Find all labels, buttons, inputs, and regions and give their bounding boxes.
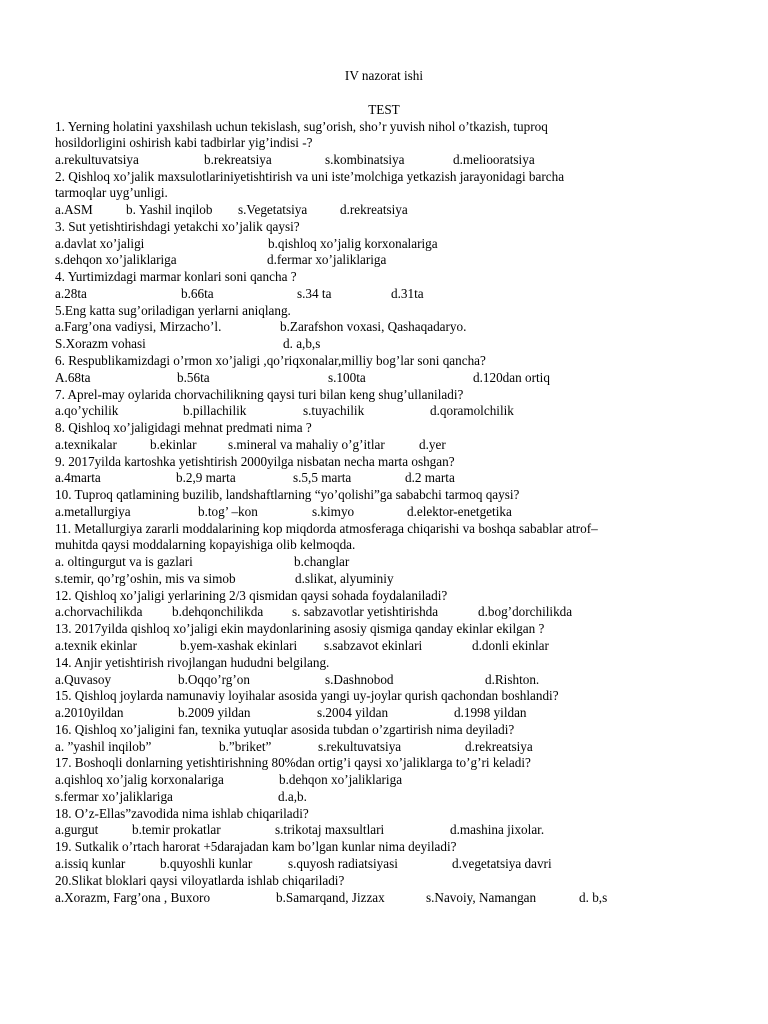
option-a: a.rekultuvatsiya <box>55 152 139 167</box>
option-d: d.2 marta <box>405 470 455 485</box>
option-b: b.Zarafshon voxasi, Qashaqadaryo. <box>280 319 467 334</box>
option-s: s.tuyachilik <box>303 403 365 418</box>
option-s: s.rekultuvatsiya <box>318 739 402 754</box>
option-a: a.4marta <box>55 470 101 485</box>
option-a: A.68ta <box>55 370 91 385</box>
option-b: b.qishloq xo’jalig korxonalariga <box>268 236 438 251</box>
question-12-text: 12. Qishloq xo’jaligi yerlarining 2/3 qismidan qaysi sohada foydalaniladi? <box>55 588 448 603</box>
option-a: a.texnikalar <box>55 437 117 452</box>
option-d: d.slikat, alyuminiy <box>295 571 394 586</box>
option-d: d.qoramolchilik <box>430 403 514 418</box>
option-d: d.31ta <box>391 286 424 301</box>
option-d: d.elektor-enetgetika <box>407 504 512 519</box>
option-b: b.dehqonchilikda <box>172 604 264 619</box>
option-b: b.66ta <box>181 286 214 301</box>
option-a: a.issiq kunlar <box>55 856 126 871</box>
question-13-text: 13. 2017yilda qishloq xo’jaligi ekin maydonlarining asosiy qismiga qanday ekinlar ekilgan ? <box>55 621 545 636</box>
option-b: b.rekreatsiya <box>204 152 272 167</box>
option-a: a.texnik ekinlar <box>55 638 138 653</box>
option-d: d.120dan ortiq <box>473 370 550 385</box>
question-8-text: 8. Qishloq xo’jaligidagi mehnat predmati nima ? <box>55 420 312 435</box>
option-s: s.Navoiy, Namangan <box>426 890 537 905</box>
question-10-text: 10. Tuproq qatlamining buzilib, landshaftlarning “yo’qolishi”ga sababchi tarmoq qaysi? <box>55 487 520 502</box>
option-d: d.mashina jixolar. <box>450 822 545 837</box>
option-b: b.”briket” <box>219 739 272 754</box>
option-d: d.fermar xo’jaliklariga <box>267 252 387 267</box>
option-b: b.Oqqo’rg’on <box>178 672 250 687</box>
option-s: s.sabzavot ekinlari <box>324 638 423 653</box>
option-b: b.2,9 marta <box>176 470 236 485</box>
question-2-text-line-2: tarmoqlar uyg’unligi. <box>55 185 168 200</box>
option-s: s.fermar xo’jaliklariga <box>55 789 173 804</box>
option-b: b.temir prokatlar <box>132 822 221 837</box>
option-b: b.yem-xashak ekinlari <box>180 638 298 653</box>
option-s: s.quyosh radiatsiyasi <box>288 856 398 871</box>
option-b: b.ekinlar <box>150 437 197 452</box>
question-20-text: 20.Slikat bloklari qaysi viloyatlarda ishlab chiqariladi? <box>55 873 345 888</box>
option-d: d.bog’dorchilikda <box>478 604 573 619</box>
option-s: s.trikotaj maxsultlari <box>275 822 385 837</box>
option-b: b.quyoshli kunlar <box>160 856 253 871</box>
question-15-text: 15. Qishloq joylarda namunaviy loyihalar asosida yangi uy-joylar qurish qachondan boshlandi? <box>55 688 559 703</box>
option-s: s.mineral va mahaliy o’g’itlar <box>228 437 385 452</box>
question-11-text-line-1: 11. Metallurgiya zararli moddalarining kop miqdorda atmosferaga chiqarishi va boshqa sabablar atrof– <box>55 521 598 536</box>
question-1-text-line-2: hosildorligini oshirish kabi tadbirlar yig’indisi -? <box>55 135 313 150</box>
option-d: d.rekreatsiya <box>465 739 533 754</box>
option-a: a.Quvasoy <box>55 672 112 687</box>
option-s: S.Xorazm vohasi <box>55 336 146 351</box>
document-subtitle: TEST <box>368 102 400 117</box>
option-b: b.changlar <box>294 554 350 569</box>
question-17-text: 17. Boshoqli donlarning yetishtirishning 80%dan ortig’i qaysi xo’jaliklarga to’g’ri keladi? <box>55 755 531 770</box>
question-3-text: 3. Sut yetishtirishdagi yetakchi xo’jalik qaysi? <box>55 219 300 234</box>
option-b: b.dehqon xo’jaliklariga <box>279 772 403 787</box>
question-14-text: 14. Anjir yetishtirish rivojlangan hududni belgilang. <box>55 655 330 670</box>
option-s: s. sabzavotlar yetishtirishda <box>292 604 439 619</box>
option-a: a.2010yildan <box>55 705 124 720</box>
question-7-text: 7. Aprel-may oylarida chorvachilikning qaysi turi bilan keng shug’ullaniladi? <box>55 387 464 402</box>
option-d: d.yer <box>419 437 446 452</box>
option-s: s.5,5 marta <box>293 470 352 485</box>
option-d: d.rekreatsiya <box>340 202 408 217</box>
option-s: s.Dashnobod <box>325 672 394 687</box>
option-a: a. ”yashil inqilob” <box>55 739 152 754</box>
option-a: a.metallurgiya <box>55 504 131 519</box>
option-d: d.meliooratsiya <box>453 152 535 167</box>
option-s: s.temir, qo’rg’oshin, mis va simob <box>55 571 236 586</box>
option-a: a.ASM <box>55 202 93 217</box>
option-b: b.pillachilik <box>183 403 247 418</box>
option-d: d.Rishton. <box>485 672 540 687</box>
option-s: s.kimyo <box>312 504 355 519</box>
question-6-text: 6. Respublikamizdagi o’rmon xo’jaligi ,qo’riqxonalar,milliy bog’lar soni qancha? <box>55 353 486 368</box>
question-4-text: 4. Yurtimizdagi marmar konlari soni qancha ? <box>55 269 297 284</box>
question-19-text: 19. Sutkalik o’rtach harorat +5darajadan kam bo’lgan kunlar nima deyiladi? <box>55 839 457 854</box>
option-d: d.vegetatsiya davri <box>452 856 552 871</box>
option-a: a.chorvachilikda <box>55 604 143 619</box>
option-b: b.Samarqand, Jizzax <box>276 890 385 905</box>
option-b: b.2009 yildan <box>178 705 251 720</box>
option-s: s.kombinatsiya <box>325 152 405 167</box>
document-title: IV nazorat ishi <box>344 68 424 83</box>
option-s: s.Vegetatsiya <box>238 202 308 217</box>
option-d: d.a,b. <box>278 789 307 804</box>
question-18-text: 18. O’z-Ellas”zavodida nima ishlab chiqariladi? <box>55 806 309 821</box>
option-b: b.tog’ –kon <box>198 504 258 519</box>
question-11-text-line-2: muhitda qaysi moddalarning kopayishiga olib kelmoqda. <box>55 537 356 552</box>
option-d: d.1998 yildan <box>454 705 527 720</box>
option-a: a.gurgut <box>55 822 99 837</box>
option-b: b. Yashil inqilob <box>126 202 213 217</box>
question-1-text-line-1: 1. Yerning holatini yaxshilash uchun tekislash, sug’orish, sho’r yuvish nihol o’tkazish, tuproq <box>55 119 548 134</box>
option-a: a.28ta <box>55 286 87 301</box>
question-16-text: 16. Qishloq xo’jaligini fan, texnika yutuqlar asosida tubdan o’zgartirish nima deyiladi? <box>55 722 515 737</box>
option-d: d. b,s <box>579 890 608 905</box>
option-a: a.Xorazm, Farg’ona , Buxoro <box>55 890 211 905</box>
option-s: s.dehqon xo’jaliklariga <box>55 252 177 267</box>
option-s: s.100ta <box>328 370 366 385</box>
option-d: d. a,b,s <box>283 336 321 351</box>
option-a: a.davlat xo’jaligi <box>55 236 145 251</box>
option-a: a.qishloq xo’jalig korxonalariga <box>55 772 224 787</box>
option-s: s.2004 yildan <box>317 705 389 720</box>
question-5-text: 5.Eng katta sug’oriladigan yerlarni aniqlang. <box>55 303 291 318</box>
option-d: d.donli ekinlar <box>472 638 549 653</box>
option-a: a.qo’ychilik <box>55 403 119 418</box>
option-b: b.56ta <box>177 370 210 385</box>
option-s: s.34 ta <box>297 286 332 301</box>
question-9-text: 9. 2017yilda kartoshka yetishtirish 2000yilga nisbatan necha marta oshgan? <box>55 454 455 469</box>
option-a: a.Farg’ona vadiysi, Mirzacho’l. <box>55 319 222 334</box>
option-a: a. oltingurgut va is gazlari <box>55 554 193 569</box>
question-2-text-line-1: 2. Qishloq xo’jalik maxsulotlariniyetishtirish va uni iste’molchiga yetkazish jarayonidagi barcha <box>55 169 565 184</box>
